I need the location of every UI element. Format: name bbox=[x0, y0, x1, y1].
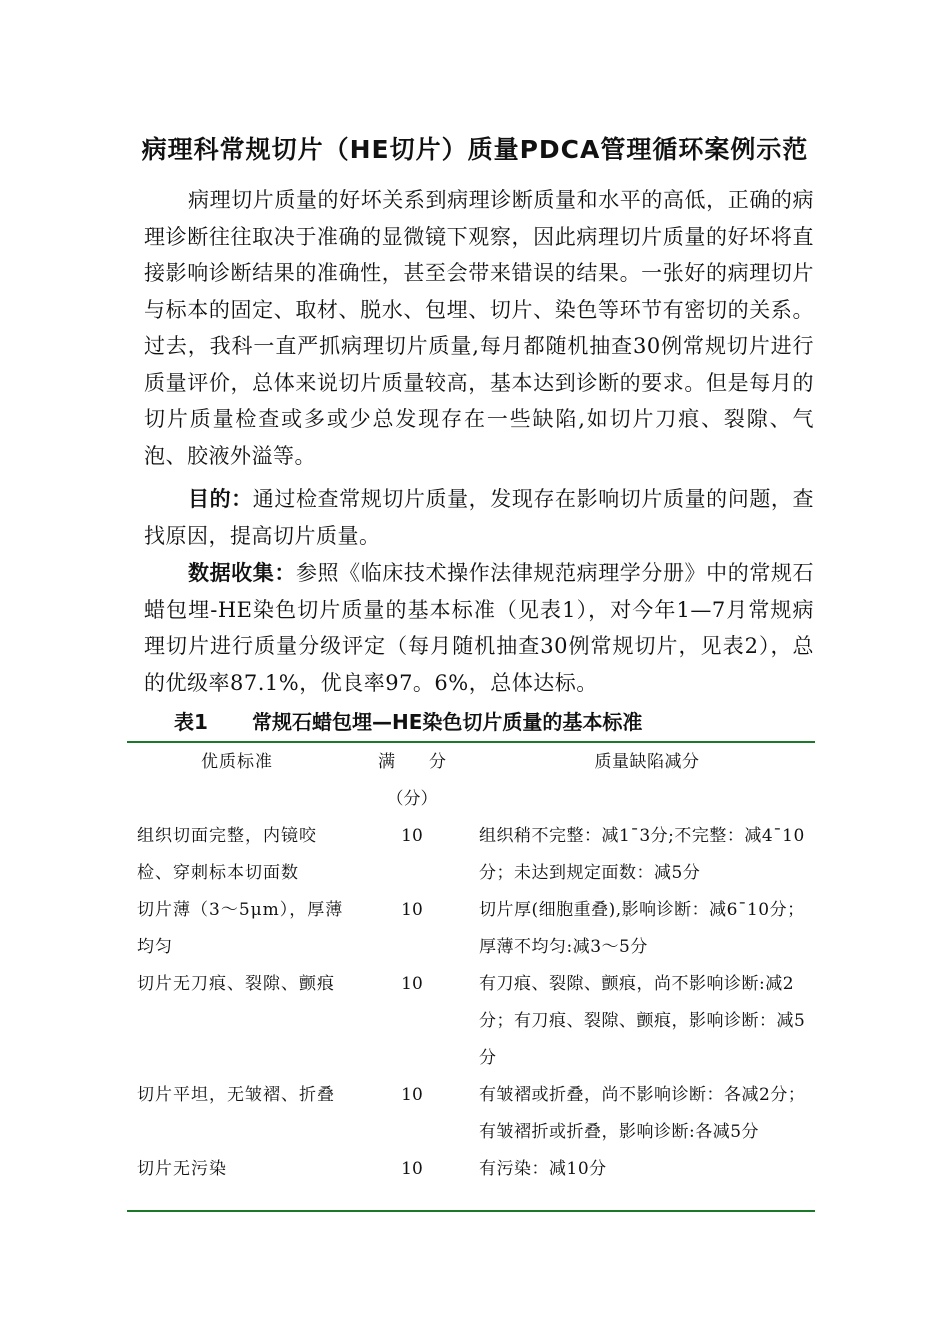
row-score: 10 bbox=[401, 1085, 423, 1105]
row-score: 10 bbox=[401, 974, 423, 994]
row-standard: 切片无刀痕、裂隙、颤痕 bbox=[137, 974, 335, 994]
row-deduction: 组织稍不完整：减1¯3分;不完整：减4¯10分；未达到规定面数：减5分 bbox=[479, 826, 805, 883]
table-row bbox=[127, 966, 815, 1077]
purpose-label: 目的： bbox=[188, 487, 253, 511]
table-row bbox=[127, 1077, 815, 1151]
standards-table bbox=[127, 744, 815, 1188]
data-collection-text: 参照《临床技术操作法律规范病理学分册》中的常规石蜡包埋-HE染色切片质量的基本标准（见表1），对今年1—7月常规病理切片进行质量分级评定（每月随机抽查30例常规切片，见表2），总的优级率87.1%，优良率97。6%，总体达标。 bbox=[144, 561, 815, 695]
table-row bbox=[127, 892, 815, 966]
table-caption-text: 常规石蜡包埋—HE染色切片质量的基本标准 bbox=[252, 710, 643, 734]
row-standard: 切片无污染 bbox=[137, 1159, 227, 1179]
header-deduction: 质量缺陷减分 bbox=[594, 752, 700, 772]
row-score: 10 bbox=[401, 900, 423, 920]
data-collection-label: 数据收集： bbox=[188, 561, 296, 585]
purpose-text: 通过检查常规切片质量，发现存在影响切片质量的问题，查找原因，提高切片质量。 bbox=[144, 487, 815, 548]
purpose-paragraph bbox=[144, 481, 814, 554]
header-standard: 优质标准 bbox=[201, 752, 273, 772]
row-standard: 切片平坦，无皱褶、折叠 bbox=[137, 1085, 335, 1105]
table-row bbox=[127, 1151, 815, 1188]
intro-paragraph: 病理切片质量的好坏关系到病理诊断质量和水平的高低，正确的病理诊断往往取决于准确的显微镜下观察，因此病理切片质量的好坏将直接影响诊断结果的准确性，甚至会带来错误的结果。一张好的病理切片与标本的固定、取材、脱水、包埋、切片、染色等环节有密切的关系。过去，我科一直严抓病理切片质量,每月都随机抽查30例常规切片进行质量评价，总体来说切片质量较高，基本达到诊断的要求。但是每月的切片质量检查或多或少总发现存在一些缺陷,如切片刀痕、裂隙、气泡、胶液外溢等。 bbox=[144, 188, 814, 468]
header-score-line1: 满 分 bbox=[378, 752, 446, 772]
row-standard: 组织切面完整，内镜咬检、穿刺标本切面数 bbox=[137, 826, 317, 883]
row-deduction: 有刀痕、裂隙、颤痕，尚不影响诊断:减2分；有刀痕、裂隙、颤痕，影响诊断：减5分 bbox=[479, 974, 806, 1068]
header-score bbox=[347, 744, 477, 818]
header-score-line2: （分） bbox=[386, 789, 438, 809]
table-caption bbox=[174, 706, 642, 735]
table-bottom-rule bbox=[127, 1210, 815, 1212]
row-standard: 切片薄（3～5μm），厚薄均匀 bbox=[137, 900, 344, 957]
table-header-row bbox=[127, 744, 815, 818]
row-deduction: 有污染：减10分 bbox=[479, 1159, 607, 1179]
row-deduction: 有皱褶或折叠，尚不影响诊断：各减2分；有皱褶折或折叠，影响诊断:各减5分 bbox=[479, 1085, 806, 1142]
row-score: 10 bbox=[401, 826, 423, 846]
document-title: 病理科常规切片（HE切片）质量PDCA管理循环案例示范 bbox=[141, 135, 809, 164]
table-number: 表1 bbox=[174, 710, 208, 734]
row-score: 10 bbox=[401, 1159, 423, 1179]
table-top-rule bbox=[127, 741, 815, 743]
table-row bbox=[127, 818, 815, 892]
row-deduction: 切片厚(细胞重叠),影响诊断：减6¯10分；厚薄不均匀:减3～5分 bbox=[479, 900, 805, 957]
data-collection-paragraph bbox=[144, 555, 814, 701]
